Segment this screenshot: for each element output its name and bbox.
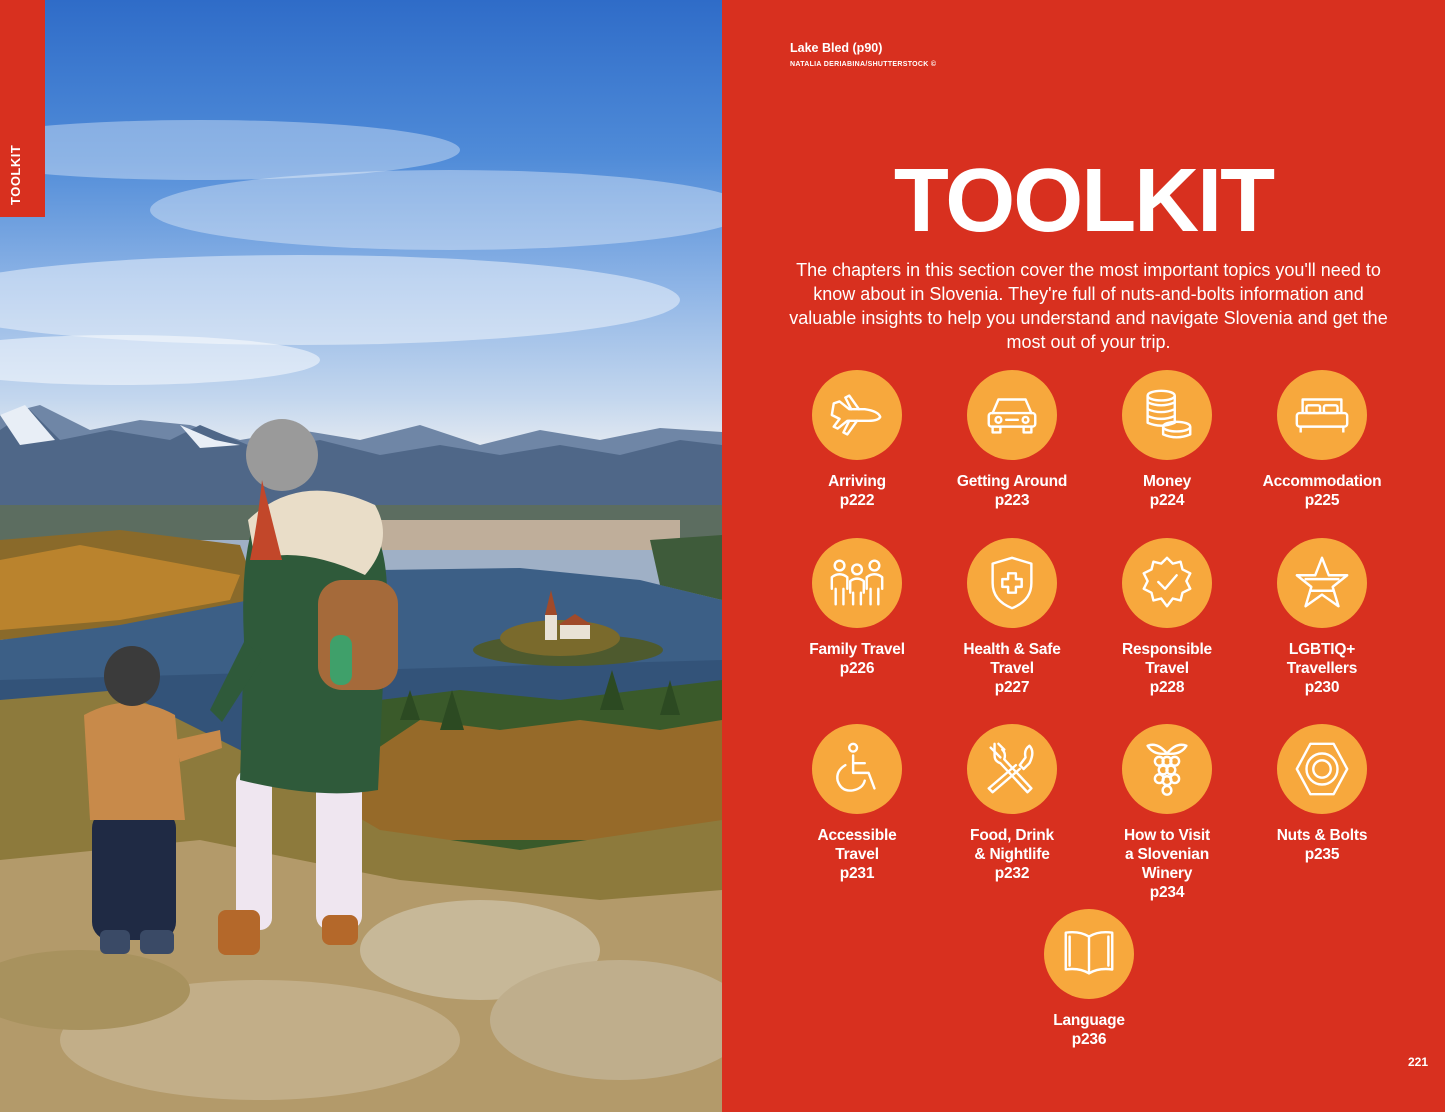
caption-credit: NATALIA DERIABINA/SHUTTERSTOCK © [790, 61, 937, 68]
topic-nuts-bolts[interactable] [1242, 724, 1402, 864]
hex-nut-icon [1277, 724, 1367, 814]
topic-language[interactable] [1009, 909, 1169, 1049]
topic-label: Family Travel p226 [809, 641, 905, 677]
topic-label: Accessible Travel p231 [817, 827, 897, 882]
lake-bled-photo [0, 0, 722, 1112]
topic-label: Arriving p222 [828, 473, 886, 509]
topic-label: Language p236 [1053, 1012, 1125, 1048]
topic-responsible-travel[interactable] [1087, 538, 1247, 697]
toolkit-side-tab [0, 0, 45, 217]
page-title: TOOLKIT [893, 151, 1274, 251]
badge-check-icon [1122, 538, 1212, 628]
car-icon [967, 370, 1057, 460]
coins-icon [1122, 370, 1212, 460]
plane-icon [812, 370, 902, 460]
topic-label: LGBTIQ+ Travellers p230 [1286, 641, 1358, 696]
topic-label: Nuts & Bolts p235 [1276, 827, 1368, 863]
toolkit-page [722, 0, 1445, 1112]
bed-icon [1277, 370, 1367, 460]
topic-money[interactable] [1087, 370, 1247, 510]
fork-knife-icon [967, 724, 1057, 814]
family-icon [812, 538, 902, 628]
topic-health-safe-travel[interactable] [932, 538, 1092, 697]
topic-label: Food, Drink & Nightlife p232 [970, 827, 1054, 882]
book-icon [1044, 909, 1134, 999]
topic-accommodation[interactable] [1242, 370, 1402, 510]
topic-label: Responsible Travel p228 [1122, 641, 1212, 696]
star-icon [1277, 538, 1367, 628]
topic-label: How to Visit a Slovenian Winery p234 [1123, 827, 1210, 901]
wheelchair-icon [812, 724, 902, 814]
topic-arriving[interactable] [777, 370, 937, 510]
topic-food-drink-nightlife[interactable] [932, 724, 1092, 883]
topic-getting-around[interactable] [932, 370, 1092, 510]
topics-grid [722, 0, 1445, 1112]
topic-label: Getting Around p223 [956, 473, 1068, 509]
topic-accessible-travel[interactable] [777, 724, 937, 883]
lake-bled-illustration [0, 0, 722, 1112]
topic-label: Accommodation p225 [1262, 473, 1382, 509]
topic-family-travel[interactable] [777, 538, 937, 678]
intro-paragraph: The chapters in this section cover the most important topics you'll need to know about in Slovenia. They're full of nuts-and-bolts information and valuable insights to help you understand and navigate Slovenia and get the most out of your trip. [789, 260, 1388, 352]
grapes-icon [1122, 724, 1212, 814]
shield-cross-icon [967, 538, 1057, 628]
page-number: 221 [1407, 1055, 1428, 1069]
side-tab-label: TOOLKIT [8, 144, 23, 205]
topic-label: Health & Safe Travel p227 [963, 641, 1061, 696]
topic-label: Money p224 [1142, 473, 1192, 509]
topic-lgbtiq-travellers[interactable] [1242, 538, 1402, 697]
topic-slovenian-winery[interactable] [1087, 724, 1247, 902]
caption-title: Lake Bled (p90) [790, 41, 883, 55]
